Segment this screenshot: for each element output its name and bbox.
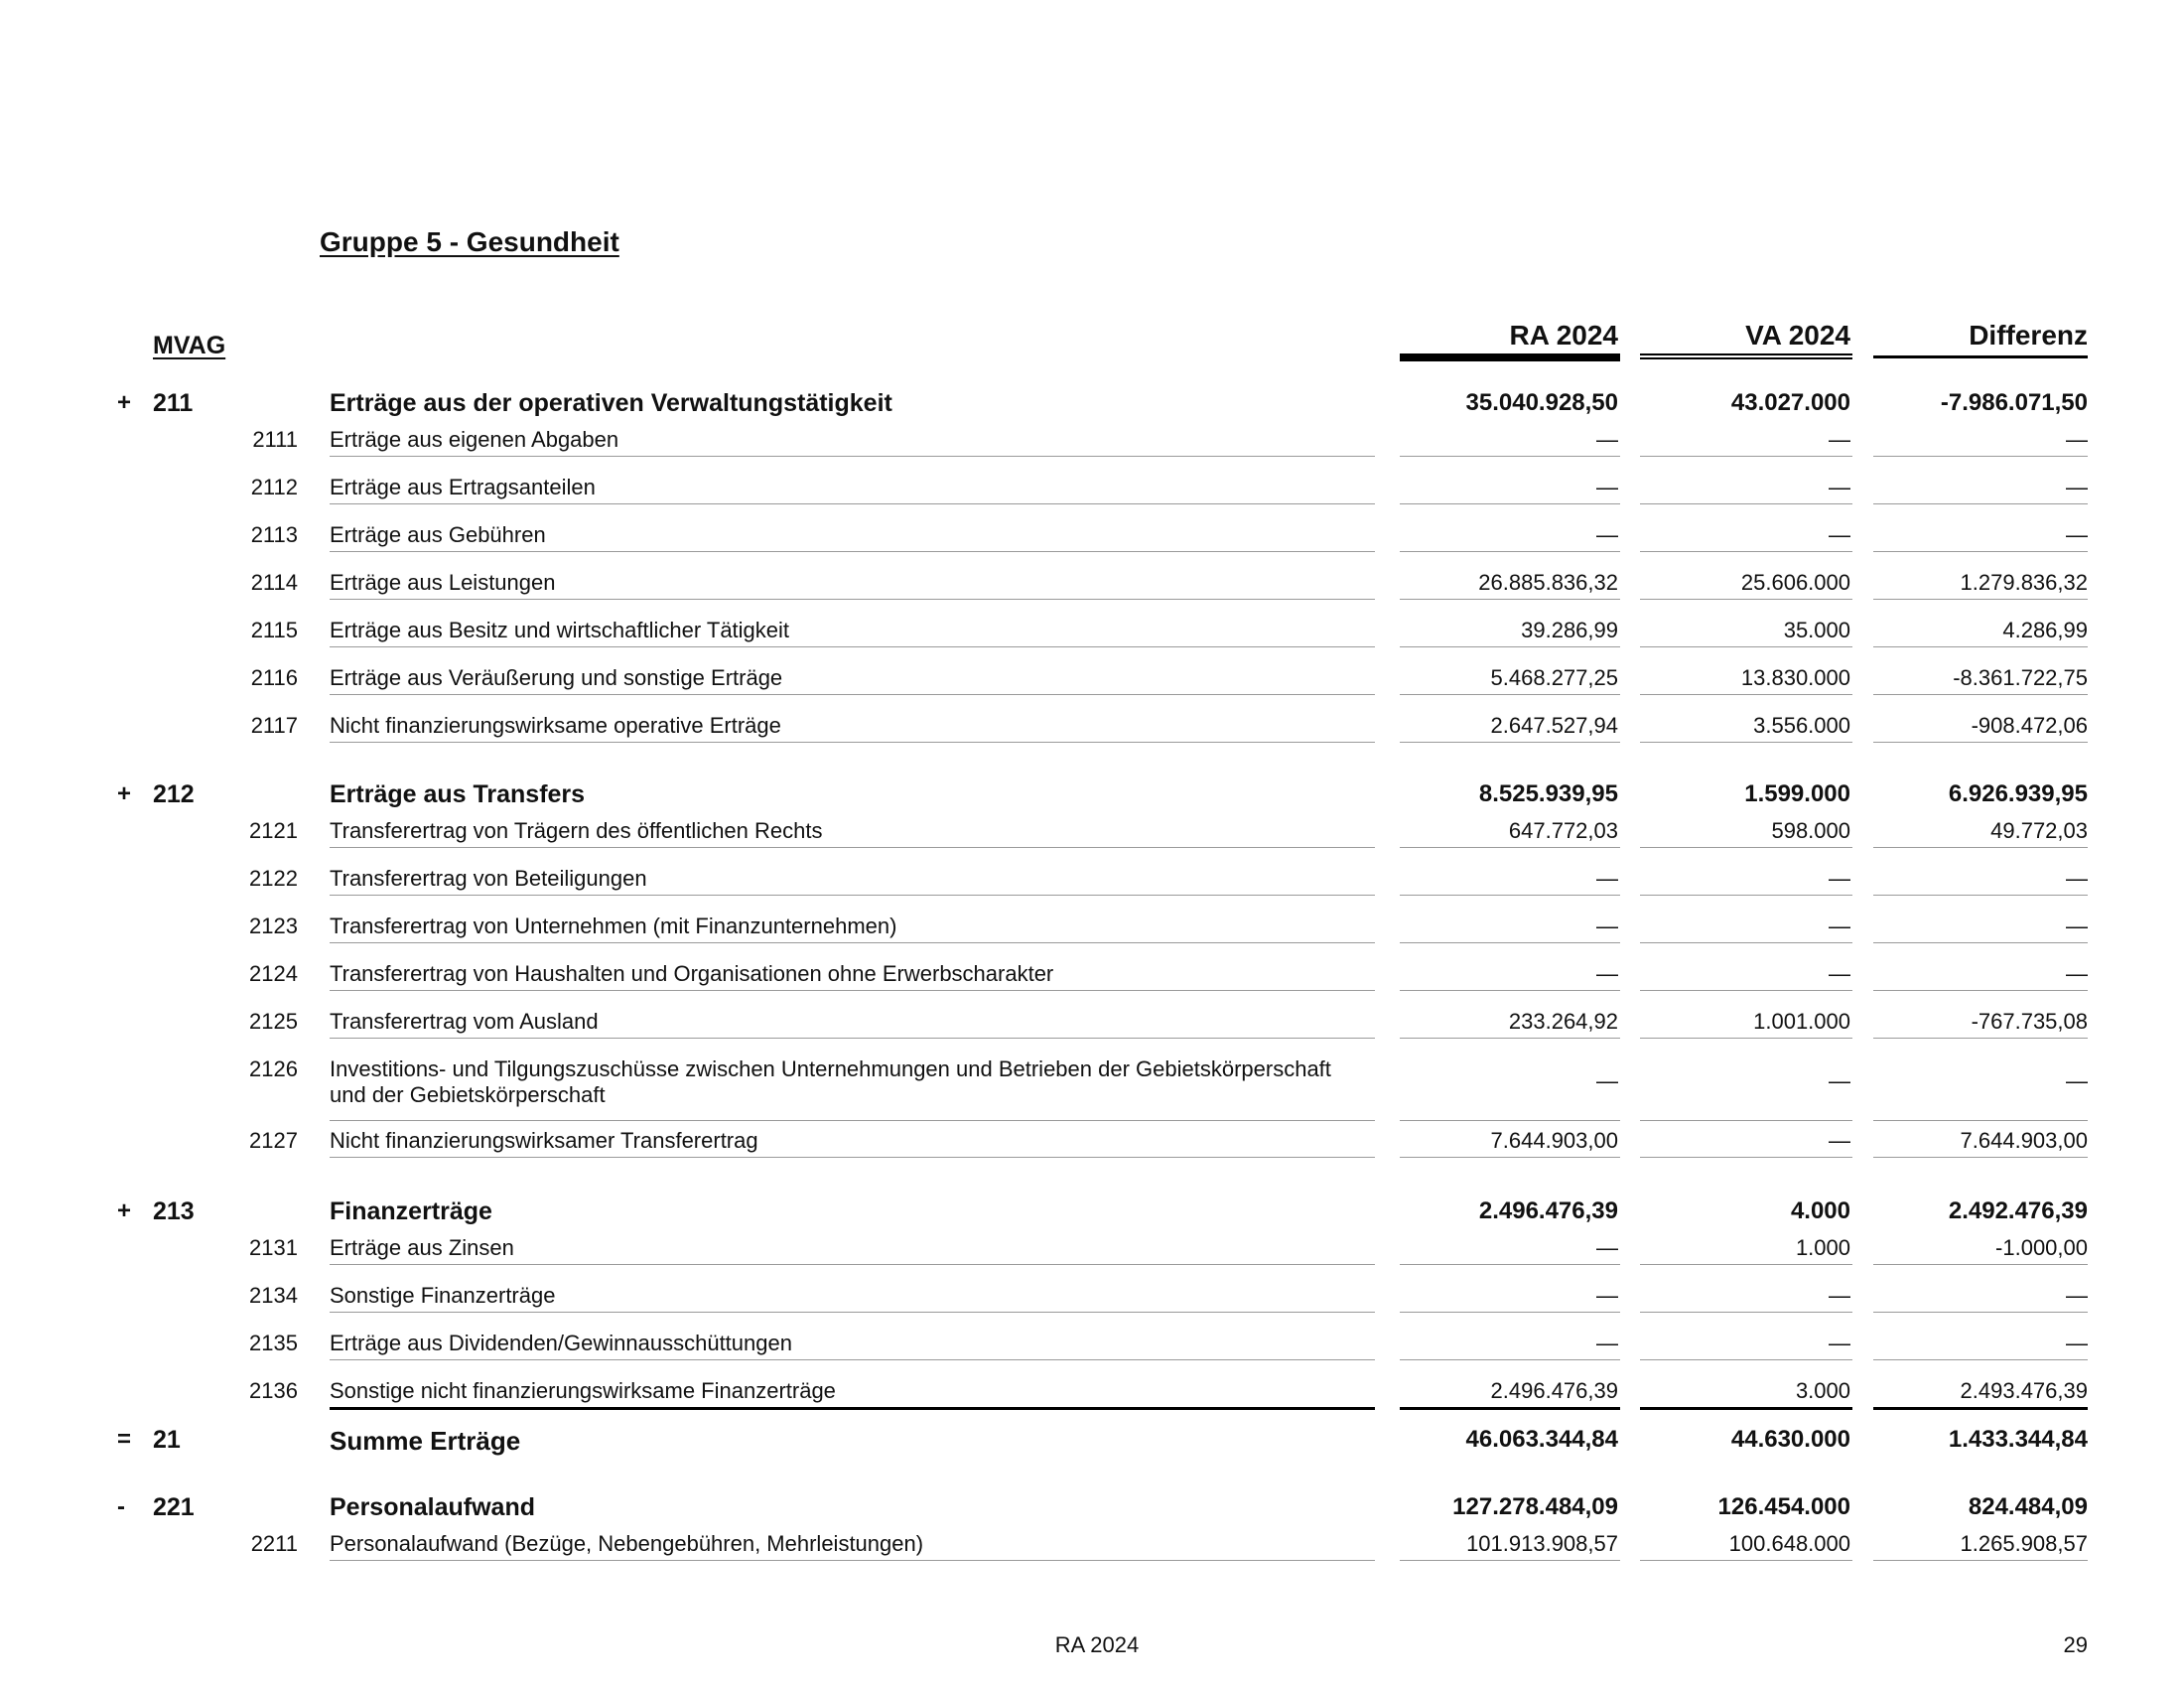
account-code: 2112 — [250, 475, 298, 499]
row-divider — [330, 1560, 1375, 1561]
account-code: 2111 — [252, 427, 298, 452]
account-label: Nicht finanzierungswirksame operative Erträge — [330, 713, 781, 738]
value-diff: 49.772,03 — [1990, 818, 2088, 843]
account-code: 2134 — [249, 1283, 298, 1308]
account-code: 2115 — [250, 618, 298, 642]
value-ra: 8.525.939,95 — [1478, 780, 1618, 807]
account-label: Sonstige nicht finanzierungswirksame Finanzerträge — [330, 1378, 836, 1403]
row-divider — [1640, 990, 1852, 991]
value-va: 1.599.000 — [1744, 780, 1850, 807]
value-va: — — [1829, 522, 1850, 547]
value-diff: -908.472,06 — [1971, 713, 2088, 738]
row-divider — [330, 895, 1375, 896]
value-ra: 46.063.344,84 — [1465, 1426, 1618, 1453]
account-code: 2122 — [249, 866, 298, 891]
value-ra: 26.885.836,32 — [1478, 570, 1618, 595]
account-code: 2113 — [250, 522, 298, 547]
row-divider — [330, 694, 1375, 695]
row-divider — [330, 1359, 1375, 1360]
row-divider — [1640, 895, 1852, 896]
account-label: Transferertrag von Trägern des öffentlichen Rechts — [330, 818, 823, 843]
row-divider — [1400, 456, 1620, 457]
row-divider — [330, 1264, 1375, 1265]
account-code: 2114 — [250, 570, 298, 595]
row-divider — [330, 456, 1375, 457]
row-divider — [330, 942, 1375, 943]
value-ra: — — [1596, 427, 1618, 452]
row-divider — [1400, 1560, 1620, 1561]
value-va: 44.630.000 — [1730, 1426, 1850, 1453]
value-ra: — — [1596, 522, 1618, 547]
mvag-code: 213 — [153, 1197, 195, 1225]
row-divider — [1873, 694, 2088, 695]
value-diff: — — [2066, 914, 2088, 938]
row-divider — [1873, 847, 2088, 848]
value-va: 3.556.000 — [1753, 713, 1850, 738]
row-divider — [1640, 847, 1852, 848]
row-divider — [1400, 551, 1620, 552]
account-label: Erträge aus Besitz und wirtschaftlicher Tätigkeit — [330, 618, 790, 642]
row-divider — [1873, 456, 2088, 457]
value-ra: 5.468.277,25 — [1490, 665, 1618, 690]
row-divider — [1400, 942, 1620, 943]
value-ra: 7.644.903,00 — [1490, 1128, 1618, 1153]
row-divider — [1640, 1038, 1852, 1039]
row-divider — [330, 599, 1375, 600]
account-label: Sonstige Finanzerträge — [330, 1283, 556, 1308]
value-diff: -1.000,00 — [1995, 1235, 2088, 1260]
account-label: Erträge aus eigenen Abgaben — [330, 427, 619, 452]
row-divider — [1640, 646, 1852, 647]
mvag-code: 21 — [153, 1426, 181, 1454]
account-label: Investitions- und Tilgungszuschüsse zwischen Unternehmungen und Betrieben der Gebietskörperschaft und der Gebietskörperschaft — [330, 1056, 1331, 1107]
account-label: Transferertrag von Unternehmen (mit Finanzunternehmen) — [330, 914, 897, 938]
value-diff: 1.265.908,57 — [1960, 1531, 2088, 1556]
account-code: 2121 — [249, 818, 298, 843]
row-divider — [330, 551, 1375, 552]
account-code: 2131 — [249, 1235, 298, 1260]
row-divider — [1400, 1264, 1620, 1265]
account-label: Personalaufwand (Bezüge, Nebengebühren, Mehrleistungen) — [330, 1531, 924, 1556]
row-divider — [1400, 646, 1620, 647]
account-label: Erträge aus Ertragsanteilen — [330, 475, 596, 499]
value-ra: 101.913.908,57 — [1466, 1531, 1618, 1556]
value-diff: -767.735,08 — [1971, 1009, 2088, 1034]
value-diff: 2.493.476,39 — [1960, 1378, 2088, 1403]
account-code: 2135 — [249, 1331, 298, 1355]
value-diff: 4.286,99 — [2002, 618, 2088, 642]
row-sign: + — [117, 389, 132, 416]
row-sign: + — [117, 780, 132, 807]
row-divider — [1873, 942, 2088, 943]
page-number: 29 — [2063, 1632, 2088, 1657]
value-va: 1.001.000 — [1753, 1009, 1850, 1034]
sum-rule — [1640, 1407, 1852, 1410]
row-divider — [1873, 1560, 2088, 1561]
account-code: 2127 — [249, 1128, 298, 1153]
row-divider — [330, 742, 1375, 743]
row-divider — [1640, 1560, 1852, 1561]
value-ra: — — [1596, 1331, 1618, 1355]
column-header-va: VA 2024 — [1745, 320, 1850, 351]
account-code: 2116 — [250, 665, 298, 690]
row-divider — [1873, 1038, 2088, 1039]
row-divider — [330, 990, 1375, 991]
row-divider — [330, 1312, 1375, 1313]
value-va: — — [1829, 866, 1850, 891]
value-diff: 6.926.939,95 — [1948, 780, 2088, 807]
account-code: 2124 — [249, 961, 298, 986]
value-va: 35.000 — [1783, 618, 1850, 642]
row-divider — [1873, 646, 2088, 647]
row-divider — [1640, 1359, 1852, 1360]
row-divider — [1873, 1264, 2088, 1265]
value-ra: — — [1596, 866, 1618, 891]
sum-rule — [1873, 1407, 2088, 1410]
value-diff: — — [2066, 427, 2088, 452]
value-diff: 824.484,09 — [1968, 1493, 2088, 1520]
value-diff: 1.433.344,84 — [1948, 1426, 2088, 1453]
value-va: — — [1829, 1283, 1850, 1308]
value-va: 4.000 — [1790, 1197, 1850, 1224]
value-va: — — [1829, 475, 1850, 499]
row-divider — [1873, 1312, 2088, 1313]
account-label: Erträge aus Dividenden/Gewinnausschüttungen — [330, 1331, 792, 1355]
row-divider — [1873, 895, 2088, 896]
sum-rule — [1400, 1407, 1620, 1410]
row-divider — [1873, 1157, 2088, 1158]
row-divider — [1873, 1120, 2088, 1121]
account-label: Erträge aus der operativen Verwaltungstätigkeit — [330, 389, 892, 417]
value-diff: — — [2066, 1283, 2088, 1308]
value-va: 43.027.000 — [1730, 389, 1850, 416]
account-label: Erträge aus Zinsen — [330, 1235, 514, 1260]
value-ra: 35.040.928,50 — [1465, 389, 1618, 416]
row-divider — [1640, 456, 1852, 457]
row-divider — [1873, 551, 2088, 552]
value-diff: 7.644.903,00 — [1960, 1128, 2088, 1153]
row-divider — [1640, 551, 1852, 552]
row-divider — [1400, 990, 1620, 991]
account-label: Personalaufwand — [330, 1493, 535, 1521]
value-va: 100.648.000 — [1728, 1531, 1850, 1556]
account-label: Transferertrag vom Ausland — [330, 1009, 599, 1034]
value-diff: — — [2066, 961, 2088, 986]
row-divider — [330, 847, 1375, 848]
value-diff: — — [2066, 522, 2088, 547]
row-divider — [1873, 990, 2088, 991]
row-divider — [1640, 1264, 1852, 1265]
account-label: Erträge aus Veräußerung und sonstige Erträge — [330, 665, 783, 690]
mvag-column-label: MVAG — [153, 332, 226, 359]
account-label: Transferertrag von Haushalten und Organisationen ohne Erwerbscharakter — [330, 961, 1054, 986]
row-divider — [1400, 847, 1620, 848]
account-code: 2126 — [249, 1056, 298, 1081]
page-title: Gruppe 5 - Gesundheit — [320, 226, 619, 257]
value-ra: 2.496.476,39 — [1478, 1197, 1618, 1224]
row-divider — [1400, 1120, 1620, 1121]
value-ra: 2.647.527,94 — [1490, 713, 1618, 738]
row-divider — [1400, 1038, 1620, 1039]
row-divider — [1640, 503, 1852, 504]
row-divider — [1400, 1312, 1620, 1313]
value-diff: 1.279.836,32 — [1960, 570, 2088, 595]
value-va: 126.454.000 — [1717, 1493, 1850, 1520]
row-sign: - — [117, 1493, 125, 1520]
row-divider — [1640, 1157, 1852, 1158]
row-divider — [1400, 1359, 1620, 1360]
row-divider — [1640, 599, 1852, 600]
value-ra: 233.264,92 — [1508, 1009, 1618, 1034]
row-divider — [1400, 1157, 1620, 1158]
mvag-code: 221 — [153, 1493, 195, 1521]
row-divider — [1873, 503, 2088, 504]
value-va: 3.000 — [1795, 1378, 1850, 1403]
value-diff: — — [2066, 475, 2088, 499]
value-diff: — — [2066, 866, 2088, 891]
account-code: 2211 — [250, 1531, 298, 1556]
value-diff: -7.986.071,50 — [1940, 389, 2088, 416]
value-ra: 647.772,03 — [1508, 818, 1618, 843]
value-va: 598.000 — [1771, 818, 1850, 843]
mvag-code: 212 — [153, 780, 195, 808]
value-ra: 127.278.484,09 — [1452, 1493, 1618, 1520]
value-va: — — [1829, 1331, 1850, 1355]
account-label: Erträge aus Transfers — [330, 780, 586, 808]
value-diff: — — [2066, 1068, 2088, 1093]
value-va: 25.606.000 — [1740, 570, 1850, 595]
value-diff: 2.492.476,39 — [1948, 1197, 2088, 1224]
row-divider — [1873, 1359, 2088, 1360]
account-label: Erträge aus Gebühren — [330, 522, 546, 547]
row-divider — [330, 1038, 1375, 1039]
value-va: — — [1829, 427, 1850, 452]
account-label: Summe Erträge — [330, 1426, 521, 1456]
value-diff: — — [2066, 1331, 2088, 1355]
row-divider — [1873, 599, 2088, 600]
mvag-code: 211 — [153, 389, 194, 417]
row-divider — [1873, 742, 2088, 743]
value-ra: — — [1596, 914, 1618, 938]
row-sign: + — [117, 1197, 132, 1224]
row-divider — [1640, 942, 1852, 943]
sum-rule — [330, 1407, 1375, 1410]
column-header-ra: RA 2024 — [1509, 320, 1618, 351]
row-divider — [330, 1157, 1375, 1158]
value-ra: — — [1596, 1283, 1618, 1308]
row-divider — [1400, 694, 1620, 695]
row-divider — [330, 646, 1375, 647]
account-code: 2136 — [249, 1378, 298, 1403]
row-divider — [1640, 1312, 1852, 1313]
account-code: 2125 — [249, 1009, 298, 1034]
value-ra: 39.286,99 — [1521, 618, 1618, 642]
value-va: — — [1829, 1068, 1850, 1093]
value-va: — — [1829, 961, 1850, 986]
row-divider — [1640, 742, 1852, 743]
account-code: 2123 — [249, 914, 298, 938]
value-ra: 2.496.476,39 — [1490, 1378, 1618, 1403]
row-divider — [1400, 895, 1620, 896]
row-divider — [1640, 1120, 1852, 1121]
account-code: 2117 — [250, 713, 298, 738]
row-divider — [330, 503, 1375, 504]
account-label: Finanzerträge — [330, 1197, 492, 1225]
row-divider — [1400, 599, 1620, 600]
footer-report-name: RA 2024 — [1054, 1632, 1140, 1657]
row-sign: = — [117, 1426, 132, 1453]
value-va: 1.000 — [1795, 1235, 1850, 1260]
value-va: — — [1829, 914, 1850, 938]
account-label: Transferertrag von Beteiligungen — [330, 866, 647, 891]
column-header-diff: Differenz — [1969, 320, 2088, 351]
row-divider — [1400, 742, 1620, 743]
row-divider — [1400, 503, 1620, 504]
value-ra: — — [1596, 1235, 1618, 1260]
value-va: — — [1829, 1128, 1850, 1153]
row-divider — [1640, 694, 1852, 695]
row-divider — [330, 1120, 1375, 1121]
account-label: Erträge aus Leistungen — [330, 570, 556, 595]
value-ra: — — [1596, 961, 1618, 986]
account-label: Nicht finanzierungswirksamer Transferertrag — [330, 1128, 758, 1153]
value-va: 13.830.000 — [1740, 665, 1850, 690]
value-ra: — — [1596, 1068, 1618, 1093]
value-diff: -8.361.722,75 — [1953, 665, 2088, 690]
value-ra: — — [1596, 475, 1618, 499]
